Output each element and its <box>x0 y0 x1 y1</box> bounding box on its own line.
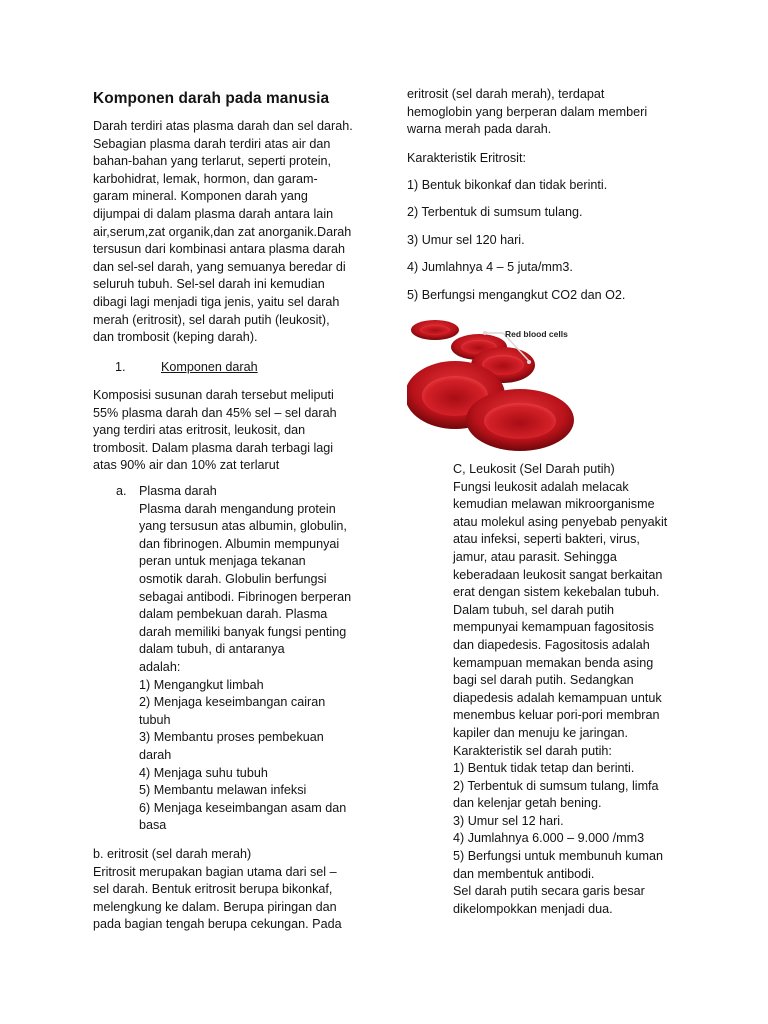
intro-line: dijumpai di dalam plasma darah antara lain <box>93 206 334 221</box>
eritrosit-line: sel darah. Bentuk eritrosit berupa bikonkaf, <box>93 882 333 897</box>
leukosit-line: atau infeksi, seperti bakteri, virus, <box>453 532 640 547</box>
leukosit-line: mempunyai kemampuan fagositosis <box>453 620 654 635</box>
komposisi-line: yang terdiri atas eritrosit, leukosit, dan <box>93 423 306 438</box>
leukosit-line: 3) Umur sel 12 hari. <box>453 813 564 828</box>
eritrosit-section <box>93 846 365 934</box>
leukosit-line: kapiler dan menuju ke jaringan. <box>453 725 629 740</box>
eritrosit-continuation <box>407 86 727 139</box>
plasma-line: basa <box>139 818 167 833</box>
leukosit-section <box>453 461 713 918</box>
intro-paragraph <box>93 118 365 347</box>
intro-line: bahan-bahan yang terlarut, seperti protein, <box>93 154 332 169</box>
section-heading <box>115 359 258 377</box>
continuation-line: eritrosit (sel darah merah), terdapat <box>407 87 605 101</box>
leukosit-line: dikelompokkan menjadi dua. <box>453 901 613 916</box>
document-title: Komponen darah pada manusia <box>93 90 330 107</box>
plasma-line: dalam tubuh, di antaranya <box>139 642 285 657</box>
plasma-line: Plasma darah mengandung protein <box>139 501 336 516</box>
continuation-line: hemoglobin yang berperan dalam memberi <box>407 104 648 119</box>
plasma-line: dan fibrinogen. Albumin mempunyai <box>139 536 340 551</box>
intro-line: dan sel-sel darah, yang semuanya beredar di <box>93 259 346 274</box>
plasma-line: yang tersusun atas albumin, globulin, <box>139 519 347 534</box>
plasma-line: peran untuk menjaga tekanan <box>139 554 306 569</box>
plasma-line: adalah: <box>139 659 181 674</box>
figure-label: Red blood cells <box>505 329 568 339</box>
komposisi-paragraph <box>93 387 365 475</box>
intro-line: seluruh tubuh. Sel-sel darah ini kemudian <box>93 277 325 292</box>
intro-line: air,serum,zat organik,dan zat anorganik.Darah <box>93 224 352 239</box>
red-blood-cells-icon <box>407 313 575 452</box>
intro-line: tersusun dari kombinasi antara plasma darah <box>93 242 346 257</box>
intro-line: garam mineral. Komponen darah yang <box>93 189 308 204</box>
leukosit-line: dan diapedesis. Fagositosis adalah <box>453 637 650 652</box>
leukosit-line: kemampuan memakan benda asing <box>453 655 654 670</box>
karakteristik-eritrosit-title: Karakteristik Eritrosit: <box>407 151 526 165</box>
komposisi-line: trombosit. Dalam plasma darah terbagi lagi <box>93 440 334 455</box>
eritrosit-item: 2) Terbentuk di sumsum tulang. <box>407 205 583 219</box>
leukosit-line: menembus keluar pori-pori membran <box>453 708 660 723</box>
leukosit-line: Sel darah putih secara garis besar <box>453 884 645 899</box>
plasma-line: 4) Menjaga suhu tubuh <box>139 765 268 780</box>
plasma-line: 3) Membantu proses pembekuan <box>139 730 324 745</box>
leukosit-line: C, Leukosit (Sel Darah putih) <box>453 462 615 476</box>
leukosit-line: kemudian melawan mikroorganisme <box>453 497 655 512</box>
intro-line: Darah terdiri atas plasma darah dan sel darah. <box>93 119 353 133</box>
intro-line: dibagi lagi menjadi tiga jenis, yaitu sel darah <box>93 294 340 309</box>
intro-line: Sebagian plasma darah terdiri atas air dan <box>93 136 331 151</box>
plasma-line: 1) Mengangkut limbah <box>139 677 264 692</box>
leukosit-line: Karakteristik sel darah putih: <box>453 743 612 758</box>
eritrosit-line: b. eritrosit (sel darah merah) <box>93 847 252 861</box>
intro-line: merah (eritrosit), sel darah putih (leukosit), <box>93 312 330 327</box>
plasma-line: sebagai antibodi. Fibrinogen berperan <box>139 589 352 604</box>
plasma-section <box>139 483 369 835</box>
plasma-line: darah memiliki banyak fungsi penting <box>139 624 347 639</box>
eritrosit-line: melengkung ke dalam. Berupa piringan dan <box>93 899 337 914</box>
eritrosit-line: pada bagian tengah berupa cekungan. Pada <box>93 917 342 932</box>
eritrosit-item: 4) Jumlahnya 4 – 5 juta/mm3. <box>407 260 573 274</box>
eritrosit-item: 3) Umur sel 120 hari. <box>407 233 525 247</box>
leukosit-line: erat dengan sistem kekebalan tubuh. <box>453 585 660 600</box>
intro-line: karbohidrat, lemak, hormon, dan garam- <box>93 171 318 186</box>
plasma-line: tubuh <box>139 712 171 727</box>
leukosit-line: Dalam tubuh, sel darah putih <box>453 602 615 617</box>
leukosit-line: dan kelenjar getah bening. <box>453 796 602 811</box>
leukosit-line: 5) Berfungsi untuk membunuh kuman <box>453 849 664 864</box>
leukosit-line: keberadaan leukosit sangat berkaitan <box>453 567 663 582</box>
continuation-line: warna merah pada darah. <box>407 122 552 137</box>
section-number: 1. <box>115 360 126 374</box>
leukosit-line: 2) Terbentuk di sumsum tulang, limfa <box>453 778 659 793</box>
plasma-line: 2) Menjaga keseimbangan cairan <box>139 695 326 710</box>
plasma-line: osmotik darah. Globulin berfungsi <box>139 571 327 586</box>
komposisi-line: 55% plasma darah dan 45% sel – sel darah <box>93 405 337 420</box>
leukosit-line: Fungsi leukosit adalah melacak <box>453 479 629 494</box>
plasma-line: dalam pembekuan darah. Plasma <box>139 607 328 622</box>
plasma-line: Plasma darah <box>139 484 217 498</box>
leukosit-line: dan membentuk antibodi. <box>453 866 595 881</box>
leukosit-line: diapedesis adalah kemampuan untuk <box>453 690 662 705</box>
section-heading-text: Komponen darah <box>161 360 258 374</box>
leukosit-line: atau molekul asing penyebab penyakit <box>453 514 668 529</box>
leukosit-line: 1) Bentuk tidak tetap dan berinti. <box>453 761 635 776</box>
plasma-line: 5) Membantu melawan infeksi <box>139 783 307 798</box>
komposisi-line: atas 90% air dan 10% zat terlarut <box>93 458 280 473</box>
plasma-line: 6) Menjaga keseimbangan asam dan <box>139 800 347 815</box>
leukosit-line: bagi sel darah putih. Sedangkan <box>453 673 634 688</box>
intro-line: dan trombosit (keping darah). <box>93 330 258 345</box>
leukosit-line: 4) Jumlahnya 6.000 – 9.000 /mm3 <box>453 831 645 846</box>
leukosit-line: jamur, atau parasit. Sehingga <box>453 549 617 564</box>
eritrosit-item: 5) Berfungsi mengangkut CO2 dan O2. <box>407 288 626 302</box>
eritrosit-line: Eritrosit merupakan bagian utama dari sel – <box>93 864 337 879</box>
komposisi-line: Komposisi susunan darah tersebut meliputi <box>93 388 334 402</box>
plasma-letter: a. <box>116 484 127 498</box>
eritrosit-item: 1) Bentuk bikonkaf dan tidak berinti. <box>407 178 608 192</box>
plasma-line: darah <box>139 747 172 762</box>
red-blood-cells-figure <box>407 313 575 452</box>
